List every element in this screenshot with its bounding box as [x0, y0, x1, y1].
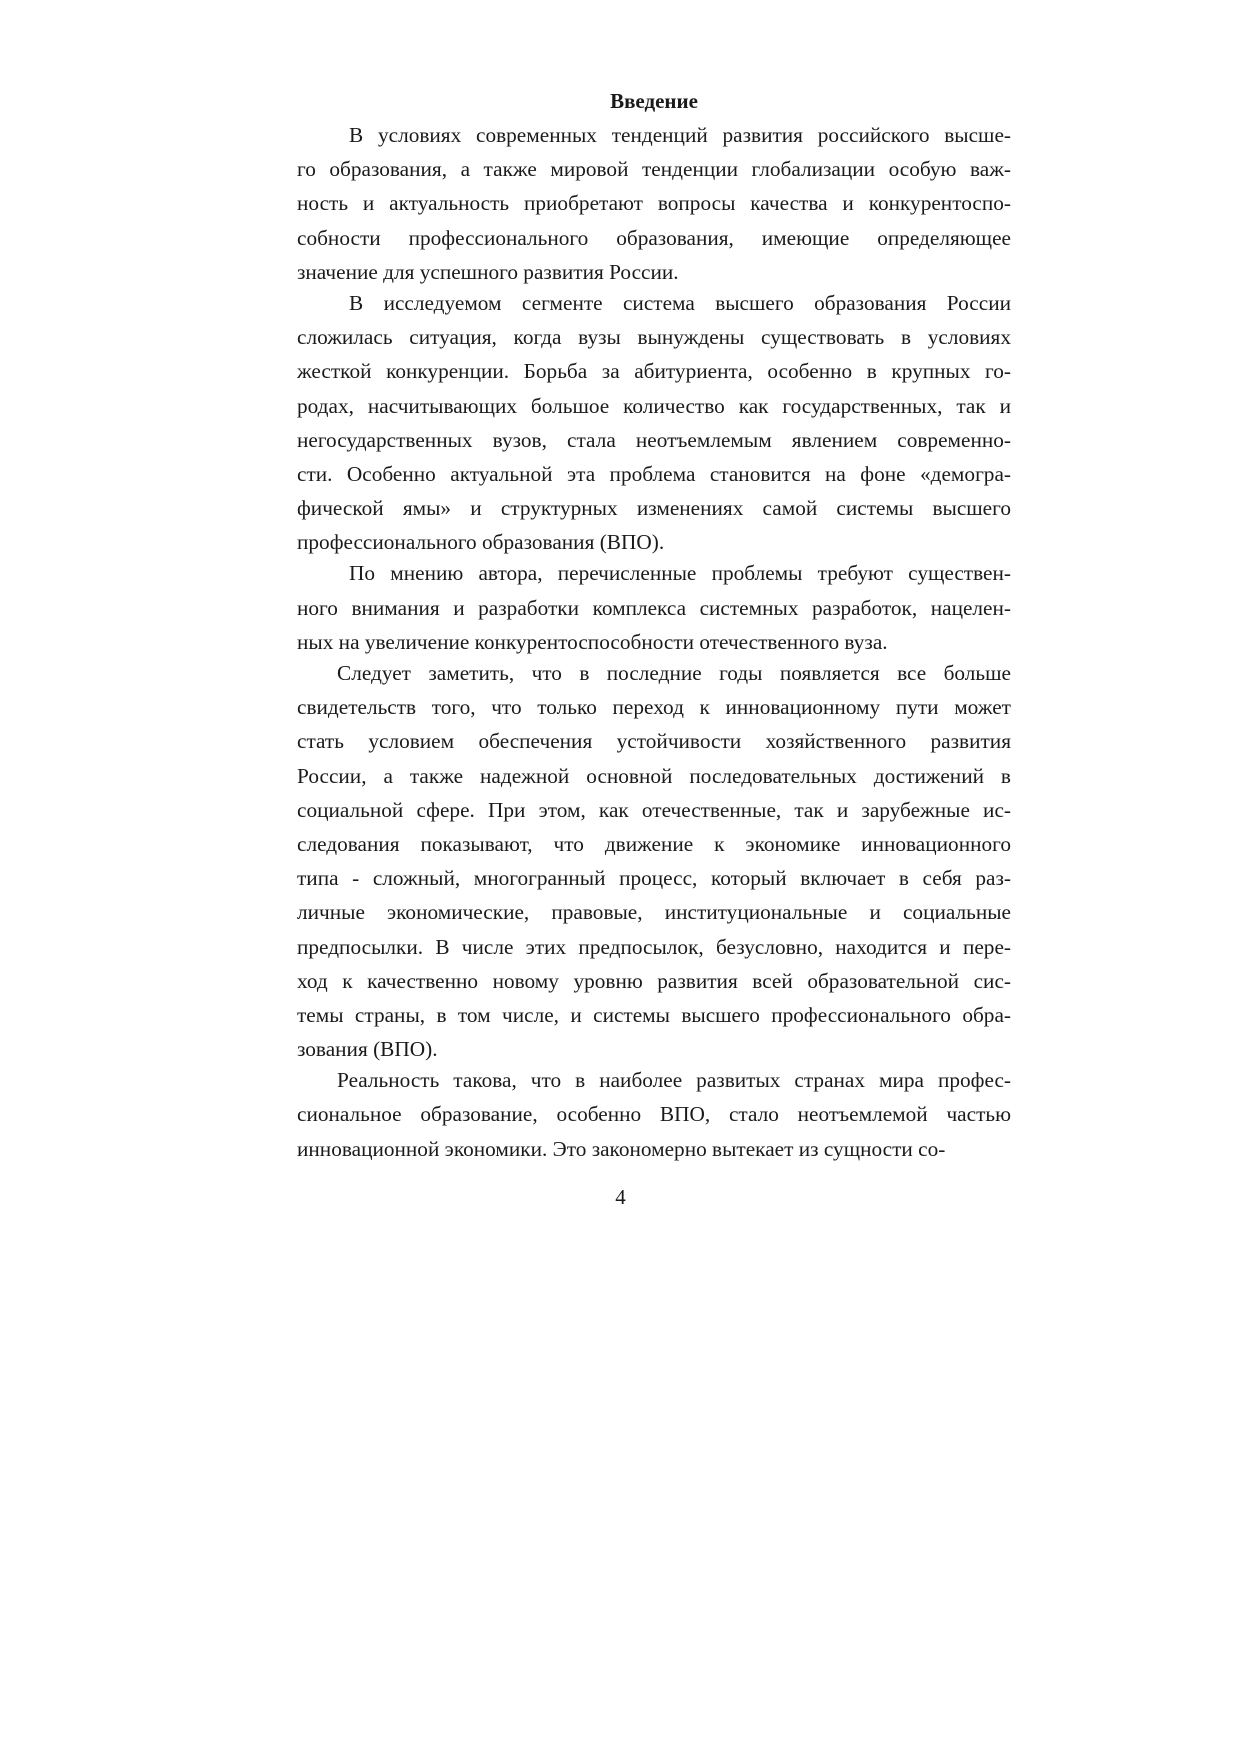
text-line: По мнению автора, перечисленные проблемы требуют существен-: [349, 561, 1011, 586]
paragraph: [297, 286, 1011, 560]
text-line: родах, насчитывающих большое количество как государственных, так и: [297, 393, 1011, 418]
text-line: сложилась ситуация, когда вузы вынуждены существовать в условиях: [297, 325, 1011, 350]
text-line: личные экономические, правовые, институциональные и социальные: [297, 900, 1011, 925]
text-line: ных на увеличение конкурентоспособности отечественного вуза.: [297, 629, 888, 654]
text-line: В исследуемом сегменте система высшего образования России: [349, 290, 1011, 315]
text-line: социальной сфере. При этом, как отечественные, так и зарубежные ис-: [297, 797, 1011, 822]
text-line: ность и актуальность приобретают вопросы качества и конкурентоспо-: [297, 191, 1011, 216]
text-line: собности профессионального образования, имеющие определяющее: [297, 225, 1011, 250]
text-line: го образования, а также мировой тенденции глобализации особую важ-: [297, 157, 1011, 182]
text-line: профессионального образования (ВПО).: [297, 530, 665, 555]
text-line: типа - сложный, многогранный процесс, который включает в себя раз-: [297, 866, 1011, 891]
section-heading: Введение: [610, 89, 698, 113]
text-line: следования показывают, что движение к экономике инновационного: [297, 831, 1011, 856]
text-line: зования (ВПО).: [297, 1037, 438, 1062]
paragraph: [297, 556, 1011, 659]
text-line: значение для успешного развития России.: [297, 259, 679, 284]
page-number: 4: [615, 1185, 626, 1209]
paragraph: [297, 118, 1011, 289]
text-line: В условиях современных тенденций развития российского высше-: [349, 123, 1011, 147]
paragraph: [297, 1063, 1011, 1166]
text-line: фической ямы» и структурных изменениях самой системы высшего: [297, 496, 1011, 521]
text-line: сти. Особенно актуальной эта проблема становится на фоне «демогра-: [297, 461, 1011, 486]
text-line: сиональное образование, особенно ВПО, стало неотъемлемой частью: [297, 1102, 1011, 1127]
text-line: негосударственных вузов, стала неотъемлемым явлением современно-: [297, 427, 1011, 452]
text-line: предпосылки. В числе этих предпосылок, безусловно, находится и пере-: [297, 934, 1011, 959]
paragraph: [297, 656, 1011, 1066]
paragraph-list: [297, 118, 1011, 1166]
text-line: Реальность такова, что в наиболее развитых странах мира профес-: [337, 1068, 1011, 1093]
text-line: жесткой конкуренции. Борьба за абитуриента, особенно в крупных го-: [297, 359, 1011, 384]
text-line: стать условием обеспечения устойчивости хозяйственного развития: [297, 729, 1011, 754]
text-line: ного внимания и разработки комплекса системных разработок, нацелен-: [297, 595, 1011, 620]
text-line: инновационной экономики. Это закономерно вытекает из сущности со-: [297, 1136, 946, 1161]
text-line: Следует заметить, что в последние годы появляется все больше: [337, 661, 1011, 685]
text-line: свидетельств того, что только переход к инновационному пути может: [297, 695, 1011, 720]
text-line: темы страны, в том числе, и системы высшего профессионального обра-: [297, 1002, 1011, 1027]
document-body: [297, 84, 1011, 1166]
text-line: России, а также надежной основной последовательных достижений в: [297, 763, 1011, 788]
text-line: ход к качественно новому уровню развития всей образовательной сис-: [297, 968, 1011, 993]
